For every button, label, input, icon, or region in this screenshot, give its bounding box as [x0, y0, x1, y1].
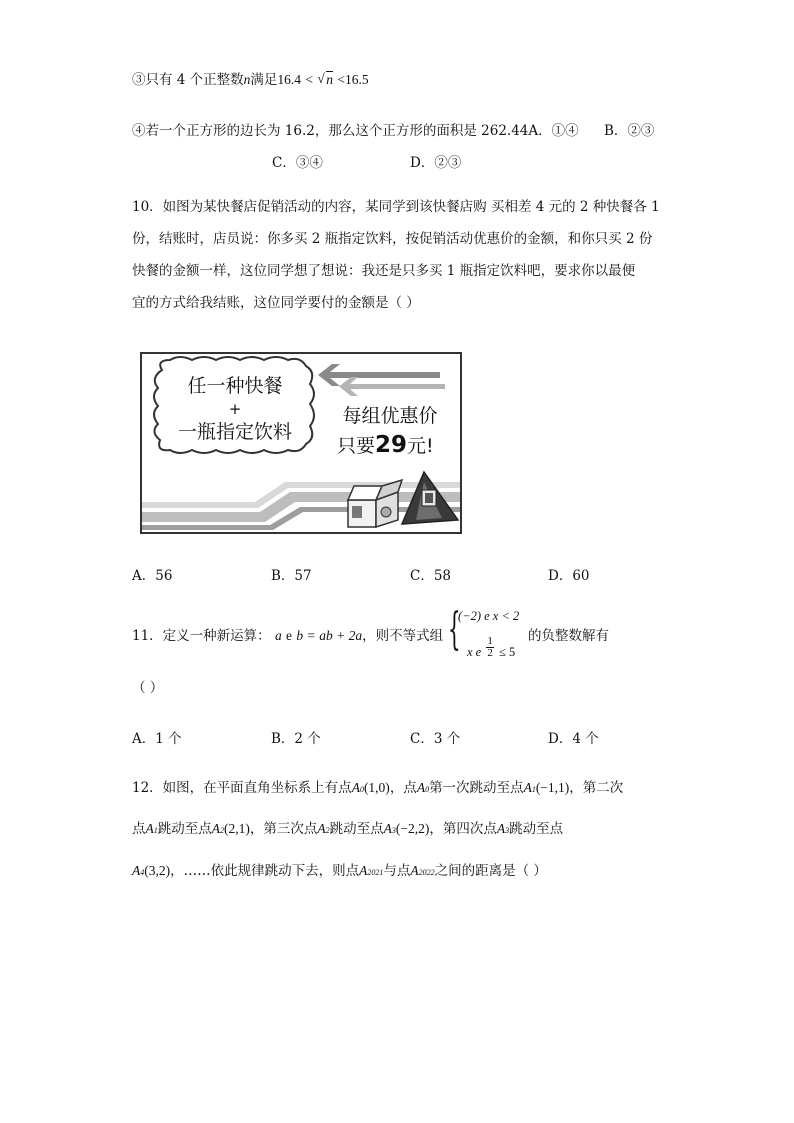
q12-sub: 2: [220, 826, 224, 835]
q11-row2-num: 1: [487, 635, 493, 647]
q12-text: 12．如图，在平面直角坐标系上有点: [132, 780, 352, 796]
q11-answer-paren: （ ）: [132, 680, 164, 696]
q9-item3-sqrt: [317, 70, 333, 90]
q11-option-d[interactable]: D．4 个: [548, 731, 599, 747]
q12-text: ，第二次: [569, 780, 624, 796]
q12-point: A: [317, 821, 326, 836]
q12-sub: 0: [359, 785, 364, 794]
q9-item3-lower: 16.4: [277, 72, 302, 87]
q9-item3-text: 只有 4 个正整数: [145, 72, 244, 88]
q12-text: 点: [132, 821, 146, 837]
q11-row2-pre: x e: [467, 645, 482, 659]
q11-def-eq: =: [307, 628, 315, 643]
q12-sub: 2021: [367, 868, 384, 877]
q11-row2-post: ≤ 5: [498, 645, 516, 659]
q12-coord: (−1,1): [535, 780, 570, 795]
promo-cloud-plus: +: [228, 400, 242, 418]
q10-line-3: 快餐的金额一样，这位同学想了想说：我还是只多买 1 瓶指定饮料吧，要求你以最便: [132, 263, 636, 279]
q12-coord: (1,0): [363, 780, 390, 795]
q12-point-a0: A: [351, 780, 360, 795]
q11-def-rhs: ab + 2a: [319, 628, 363, 643]
q10-option-c[interactable]: C．58: [410, 568, 452, 584]
q9-item4: [132, 121, 579, 141]
q11-def-b: b: [296, 628, 304, 643]
q10-line-4: 宜的方式给我结账，这位同学要付的金额是（ ）: [132, 295, 420, 311]
q11-stem: [132, 626, 443, 646]
q12-sub: 4: [140, 868, 145, 877]
q12-point: A: [359, 863, 368, 878]
q11-prefix: 11．定义一种新运算：: [132, 628, 271, 644]
q9-item3-mid: 满足: [250, 72, 278, 88]
promo-cloud-line1: 任一种快餐: [187, 375, 283, 397]
q11-system-row2: [467, 636, 515, 666]
q9-option-c[interactable]: C．③④: [272, 155, 323, 171]
q12-text: 之间的距离是（ ）: [434, 863, 547, 879]
q11-system-brace: {: [448, 604, 461, 655]
q11-system-row1: [458, 606, 519, 626]
q12-text: 跳动至点: [329, 821, 384, 837]
q10-option-d[interactable]: D．60: [548, 568, 590, 584]
q12-text: 跳动至点: [509, 821, 564, 837]
q12-coord: (−2,2): [395, 821, 430, 836]
q12-sub: 1: [531, 785, 536, 794]
q9-item3: [132, 70, 369, 90]
q12-sub: 2: [325, 826, 330, 835]
q11-option-c[interactable]: C．3 个: [410, 731, 461, 747]
q12-line-1: [132, 778, 623, 800]
promo-line1: 每组优惠价: [342, 405, 438, 427]
q12-text: 第一次跳动至点: [429, 780, 524, 796]
q12-point: A: [145, 821, 154, 836]
q11-def-op: e: [286, 628, 293, 643]
q12-sub: 2022: [418, 868, 435, 877]
q12-point: A: [211, 821, 220, 836]
q12-sub: 3: [391, 826, 396, 835]
promo-cloud-line2: 一瓶指定饮料: [177, 421, 293, 443]
q12-sub: 3: [505, 826, 510, 835]
q10-line-2: 份，结账时，店员说：你多买 2 瓶指定饮料，按促销活动优惠价的金额，和你只买 2 份: [132, 231, 653, 247]
q11-row2-fraction: [486, 636, 494, 659]
q11-row1: (−2) e x < 2: [458, 609, 520, 623]
q9-item3-lt1: <: [305, 72, 313, 87]
q11-def-a: a: [274, 628, 282, 643]
q12-coord: (2,1): [224, 821, 250, 836]
q11-mid: ，则不等式组: [362, 628, 444, 644]
q10-line-1: 10．如图为某快餐店促销活动的内容，某同学到该快餐店购 买相差 4 元的 2 种快餐各 1: [132, 199, 660, 215]
q10-option-a[interactable]: A．56: [132, 568, 173, 584]
q12-text: ，点: [389, 780, 417, 796]
q9-option-b[interactable]: B．②③: [604, 123, 655, 139]
q11-option-b[interactable]: B．2 个: [271, 731, 321, 747]
q11-row2-den: 2: [487, 647, 493, 659]
q9-item3-radicand: n: [326, 72, 334, 87]
promo-line2: [337, 432, 434, 458]
q9-item3-marker: ③: [132, 72, 146, 88]
q11-option-a[interactable]: A．1 个: [132, 731, 182, 747]
q12-point: A: [383, 821, 392, 836]
q12-point: A: [132, 863, 141, 878]
milk-carton-icon: [348, 480, 402, 527]
q9-item4-marker: ④: [132, 123, 146, 139]
q12-sub: 1: [153, 826, 158, 835]
q9-item3-var: n: [243, 72, 251, 87]
promo-line2-pre: 只要: [337, 435, 376, 457]
q9-item4-text: 若一个正方形的边长为 16.2，那么这个正方形的面积是 262.44A．①④: [145, 123, 579, 139]
q12-point: A: [523, 780, 532, 795]
q11-suffix: 的负整数解有: [528, 628, 609, 644]
q12-text: ，……依此规律跳动下去，则点: [170, 863, 360, 879]
q12-line-2: [132, 819, 563, 841]
q12-point: A: [410, 863, 419, 878]
q12-text: ，第三次点: [249, 821, 318, 837]
q12-coord: (3,2): [144, 863, 171, 878]
q12-point: A: [496, 821, 506, 836]
q9-option-d[interactable]: D．②③: [410, 155, 462, 171]
q12-text: 与点: [383, 863, 411, 879]
q9-item3-upper: 16.5: [344, 72, 369, 87]
q12-point: A: [416, 780, 426, 795]
q12-text: 跳动至点: [157, 821, 212, 837]
q9-item3-lt2: <: [337, 72, 345, 87]
q12-sub: 0: [425, 785, 430, 794]
promo-image: [140, 352, 462, 534]
promo-price: 29: [375, 432, 408, 458]
promo-line2-post: 元!: [407, 435, 434, 457]
q10-option-b[interactable]: B．57: [271, 568, 312, 584]
q12-line-3: [132, 861, 547, 883]
q12-text: ，第四次点: [429, 821, 497, 837]
